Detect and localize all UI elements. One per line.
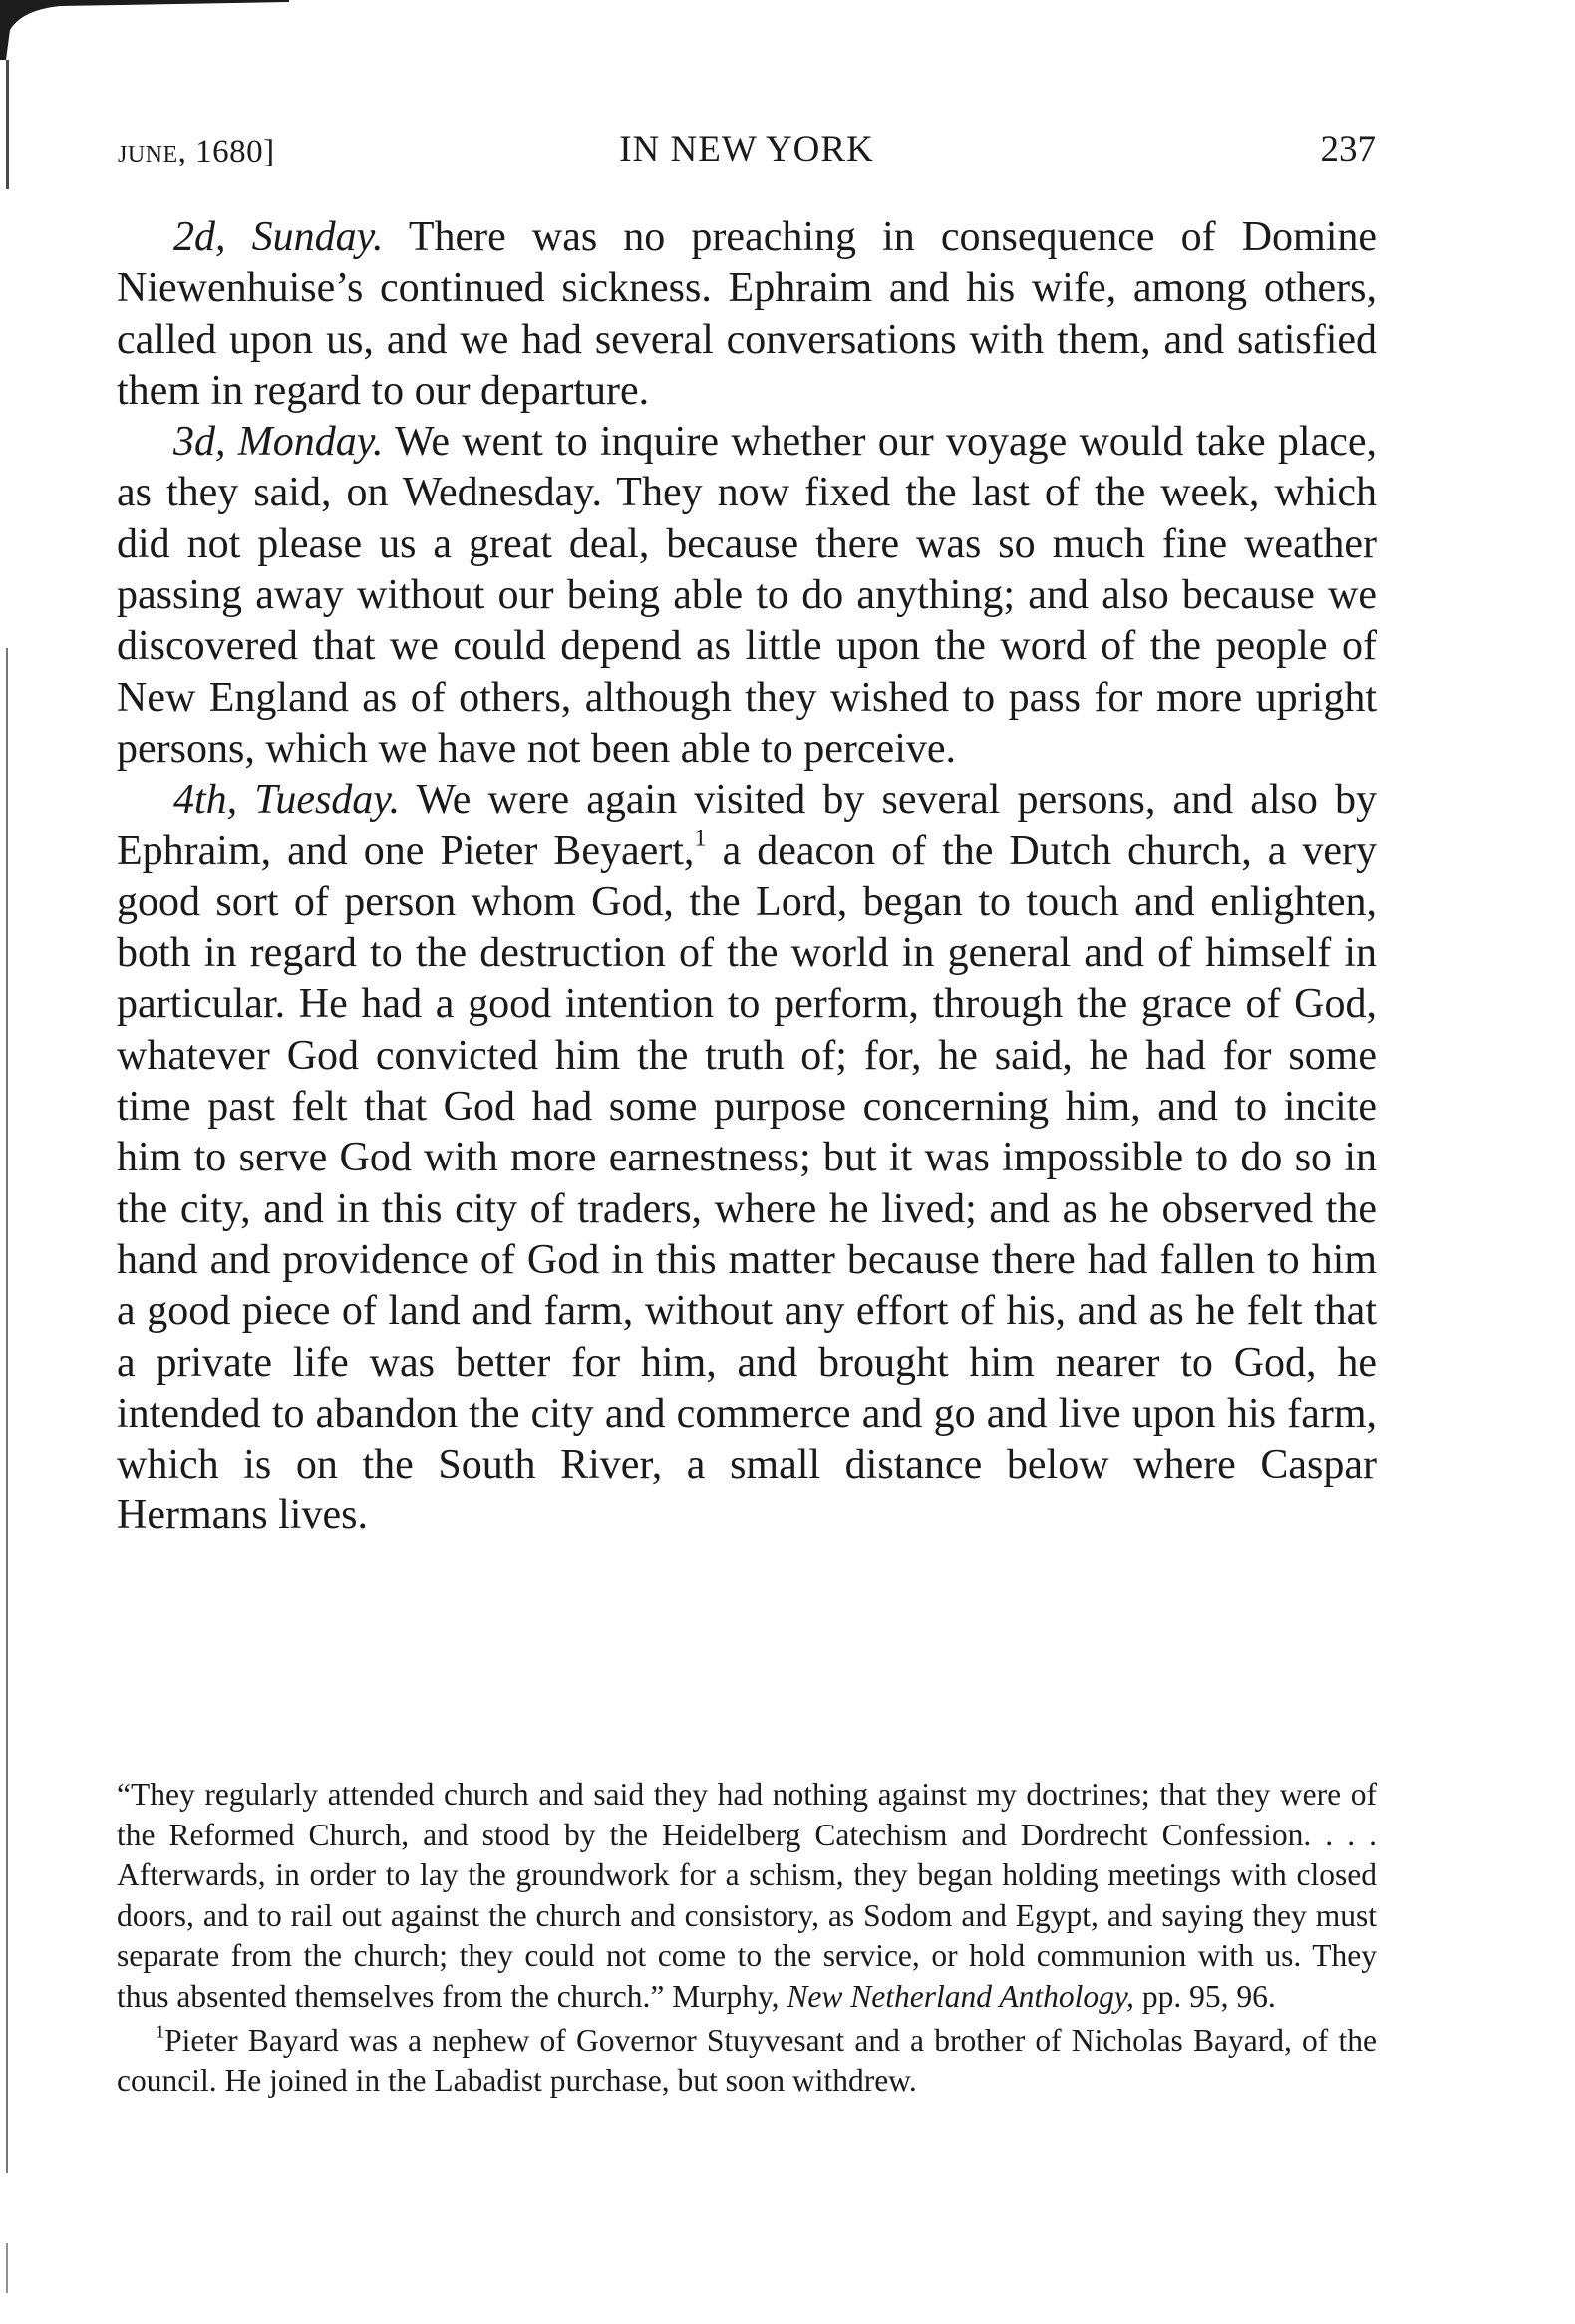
entry-date: 3d, — [173, 419, 226, 466]
scan-gutter-line-bottom — [6, 2243, 8, 2293]
journal-body — [117, 212, 1377, 1542]
entry-day: Sunday. — [251, 214, 384, 260]
footnote-quote — [117, 1775, 1377, 2018]
entry-date: 2d, — [173, 214, 226, 260]
journal-entry-sunday — [117, 212, 1377, 417]
entry-text: We went to inquire whether our voyage would take place, as they said, on Wednesday. They now fixed the last of the week, which did not please us a great deal, because there was so much fine weather passing away without our being able to do anything; and also because we discovered that we could depend as little upon the word of the people of New England as of others, although they wished to pass for more upright persons, which we have not been able to perceive. — [117, 419, 1378, 772]
page-number: 237 — [1320, 129, 1376, 169]
entry-text-part2: a deacon of the Dutch church, a very good sort of person whom God, the Lord, began to touch and enlighten, both in regard to the destruction of the world in general and of himself in particular. He had a good intention to perform, through the grace of God, whatever God convicted him the truth of; for, he said, he had for some time past felt that God had some purpose concerning him, and to incite him to serve God with more earnestness; but it was impossible to do so in the city, and in this city of traders, where he lived; and as he observed the hand and providence of God in this matter because there had fallen to him a good piece of land and farm, without any effort of his, and as he felt that a private life was better for him, and brought him nearer to God, he intended to abandon the city and commerce and go and live upon his farm, which is on the South River, a small distance below where Caspar Hermans lives. — [117, 828, 1378, 1539]
entry-text: There was no preaching in consequence of Domine Niewenhuise’s continued sickness. Ephraim and his wife, among others, called upon us, and we had several conversations with them, and satisfied them in regard to our departure. — [117, 214, 1378, 414]
running-head-title: IN NEW YORK — [619, 129, 874, 169]
journal-entry-tuesday — [117, 775, 1377, 1541]
running-head-year: , 1680] — [177, 134, 275, 169]
running-head-month: JUNE — [118, 142, 178, 167]
footnote-1 — [117, 2021, 1377, 2102]
page-corner-scan-mark — [0, 0, 289, 60]
journal-entry-monday — [117, 417, 1377, 775]
footnote-source-pages: pp. 95, 96. — [1133, 1978, 1276, 2014]
scan-gutter-line-top — [6, 60, 9, 189]
scan-gutter-line-middle — [6, 648, 8, 2173]
entry-day: Monday. — [237, 419, 384, 466]
entry-date: 4th, — [173, 777, 238, 824]
footnotes — [117, 1775, 1377, 2102]
running-head — [118, 128, 1376, 187]
footnote-1-mark: 1 — [156, 2020, 165, 2041]
entry-text-part1: We were again visited by several persons, and also by Ephraim, and one Pieter Beyaert, — [117, 777, 1377, 874]
footnote-quote-text: “They regularly attended church and said they had nothing against my doctrines; that they were of the Reformed Church, and stood by the Heidelberg Catechism and Dordrecht Confession. . . . Afterwards, in order to lay the groundwork for a schism, they began holding meetings with closed doors, and to rail out against the church and consistory, as Sodom and Egypt, and saying they must separate from the church; they could not come to the service, or hold communion with us. They thus absented themselves from the church.” Murphy, — [117, 1777, 1377, 2014]
footnote-1-text: Pieter Bayard was a nephew of Governor Stuyvesant and a brother of Nicholas Bayard, of the council. He joined in the Labadist purchase, but soon withdrew. — [117, 2022, 1377, 2099]
footnote-reference-mark: 1 — [694, 825, 707, 852]
entry-day: Tuesday. — [254, 777, 401, 824]
footnote-source-title: New Netherland Anthology, — [787, 1978, 1134, 2014]
